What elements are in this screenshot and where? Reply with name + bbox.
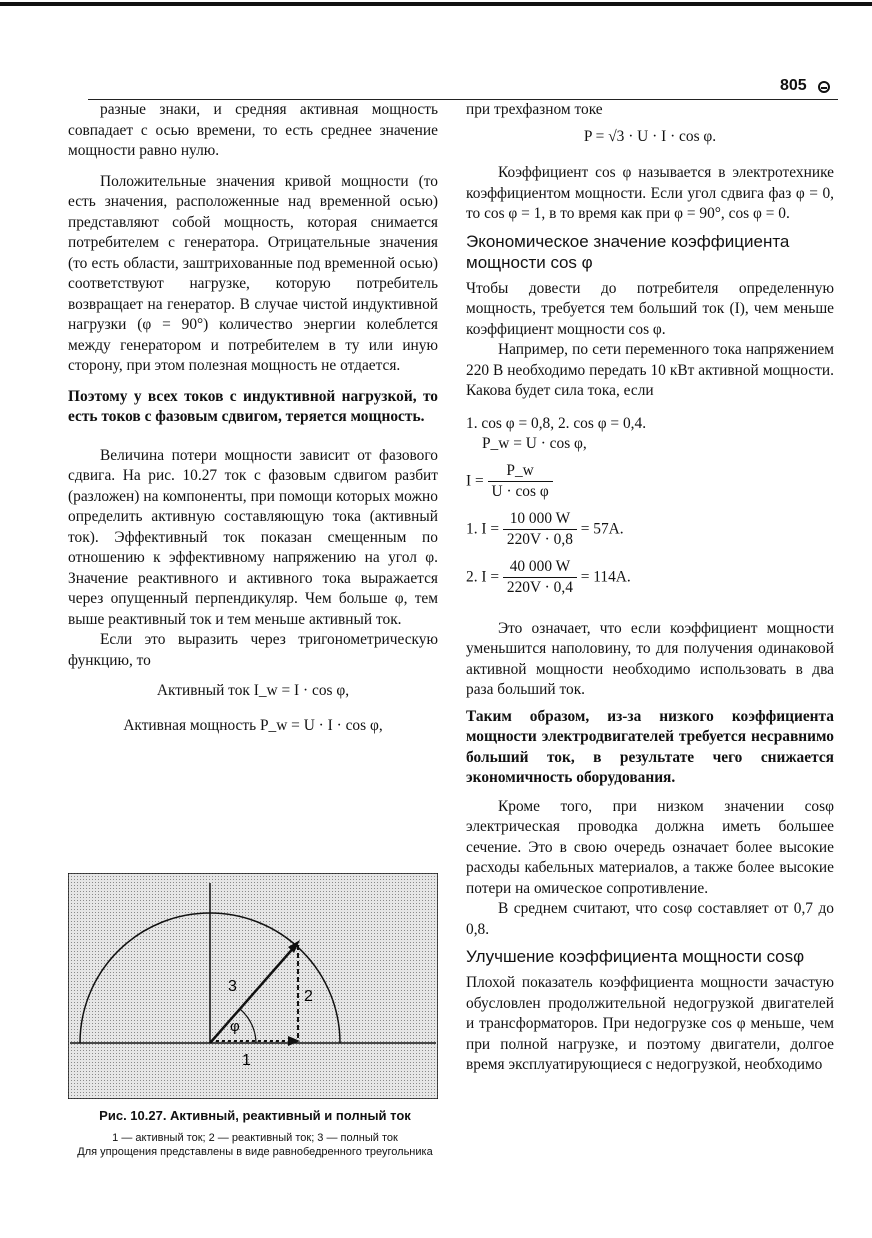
math-conditions: 1. cos φ = 0,8, 2. cos φ = 0,4. [466,414,647,432]
case-2-denominator: 220V · 0,4 [506,579,573,596]
right-paragraph-8: В среднем считают, что cosφ составляет от 0,7 до 0,8. [466,900,834,938]
label-1: 1 [242,1052,251,1069]
figure-frame [68,873,438,1099]
math-case-2 [466,557,834,599]
case-1-numerator: 10 000 W [503,509,577,531]
page-marker-icon [818,81,830,93]
left-column [68,100,438,736]
case-2-lhs: 2. I = [466,568,500,586]
formula-active-power: Активная мощность P_w = U · I · cos φ, [123,716,383,734]
page-number-text: 805 [780,77,807,94]
top-rule [0,2,872,6]
formula-active-current: Активный ток I_w = I · cos φ, [156,682,350,699]
fraction-case-1 [503,509,577,551]
case-1-lhs: 1. I = [466,520,500,538]
label-phi: φ [230,1018,240,1035]
fraction-current [488,461,553,503]
right-bold-paragraph: Таким образом, из-за низкого коэффициента мощности электродвигателей требуется несравнимо больший ток, в результате чего снижается экономичность оборудования. [466,707,834,786]
right-column [466,100,834,1076]
figure-10-27 [68,873,438,1099]
left-paragraph-5: Если это выразить через тригонометрическую функцию, то [68,631,438,669]
right-paragraph-2: Коэффициент cos φ называется в электротехнике коэффициентом мощности. Если угол сдвига фаз φ = 0, то cos φ = 1, в то время как при φ = 90°, cos φ = 0. [466,164,834,222]
figure-caption-legend: 1 — активный ток; 2 — реактивный ток; 3 — полный ток [112,1132,398,1144]
left-paragraph-1: разные знаки, и средняя активная мощность совпадает с осью времени, то есть среднее значение мощности равно нулю. [68,101,438,159]
figure-diagram [68,873,438,1099]
figure-caption [60,1108,450,1159]
formula-three-phase: P = √3 · U · I · cos φ. [583,127,717,145]
page-number [772,77,852,99]
figure-caption-title: Рис. 10.27. Активный, реактивный и полный ток [99,1108,411,1123]
case-1-denominator: 220V · 0,8 [506,531,573,548]
math-case-1 [466,509,834,551]
section-heading-improvement: Улучшение коэффициента мощности cosφ [466,947,805,966]
right-paragraph-4: Например, по сети переменного тока напряжением 220 В необходимо передать 10 кВт активной мощности. Какова будет сила тока, если [466,341,834,399]
right-paragraph-9: Плохой показатель коэффициента мощности зачастую обусловлен продолжительной недогрузкой двигателей и трансформаторов. При недогрузке cos φ меньше, чем при полной нагрузке, и поэтому двигатели, долгое время эксплуатирующиеся с недогрузкой, необходимо [466,974,834,1073]
math-i-lhs: I = [466,472,484,490]
section-heading-economic: Экономическое значение коэффициента мощности cos φ [466,231,790,272]
case-2-numerator: 40 000 W [503,557,577,579]
label-2: 2 [304,988,313,1005]
left-bold-paragraph: Поэтому у всех токов с индуктивной нагрузкой, то есть токов с фазовым сдвигом, теряется мощность. [68,387,438,425]
left-paragraph-2: Положительные значения кривой мощности (то есть значения, расположенные над временной осью) представляют собой мощность, которая снимается потребителем с генератора. Отрицательные значения (то есть области, заштрихованные под временной осью) соответствуют нагрузке, которую потребитель возвращает на генератор. В случае чистой индуктивной нагрузки (φ = 90°) количество энергии колеблется между генератором и потребителем в ту или иную сторону, при этом полезная мощность не отдается. [68,172,438,374]
right-paragraph-3: Чтобы довести до потребителя определенную мощность, требуется тем больший ток (I), чем меньше коэффициент мощности cos φ. [466,279,834,338]
right-paragraph-5: Это означает, что если коэффициент мощности уменьшится наполовину, то для получения одинаковой активной мощности необходимо использовать в два раза больший ток. [466,619,834,698]
fraction-case-2 [503,557,577,599]
fraction-denominator: U · cos φ [491,483,549,500]
right-paragraph-7: Кроме того, при низком значении cosφ электрическая проводка должна иметь большее сечение. Это в свою очередь означает более высокие расходы кабельных материалов, а также более высокие потери на омическое сопротивление. [466,797,834,897]
label-3: 3 [228,978,237,995]
case-1-result: = 57A. [580,520,624,538]
fraction-numerator: P_w [488,461,553,483]
math-current-formula [466,461,834,503]
math-pw: P_w = U · cos φ, [482,435,587,452]
figure-caption-note: Для упрощения представлены в виде равнобедренного треугольника [77,1146,433,1158]
case-2-result: = 114A. [580,568,631,586]
left-paragraph-4: Величина потери мощности зависит от фазового сдвига. На рис. 10.27 ток с фазовым сдвигом разбит (разложен) на компоненты, при помощи которых можно определить активную составляющую тока (активный ток). Эффективный ток показан смещенным по отношению к эффективному напряжению на угол φ. Значение реактивного и активного тока выражается через опущенный перпендикуляр. Чем больше φ, тем выше реактивный ток и тем меньше активный ток. [68,446,438,628]
right-paragraph-1: при трехфазном токе [466,101,603,118]
